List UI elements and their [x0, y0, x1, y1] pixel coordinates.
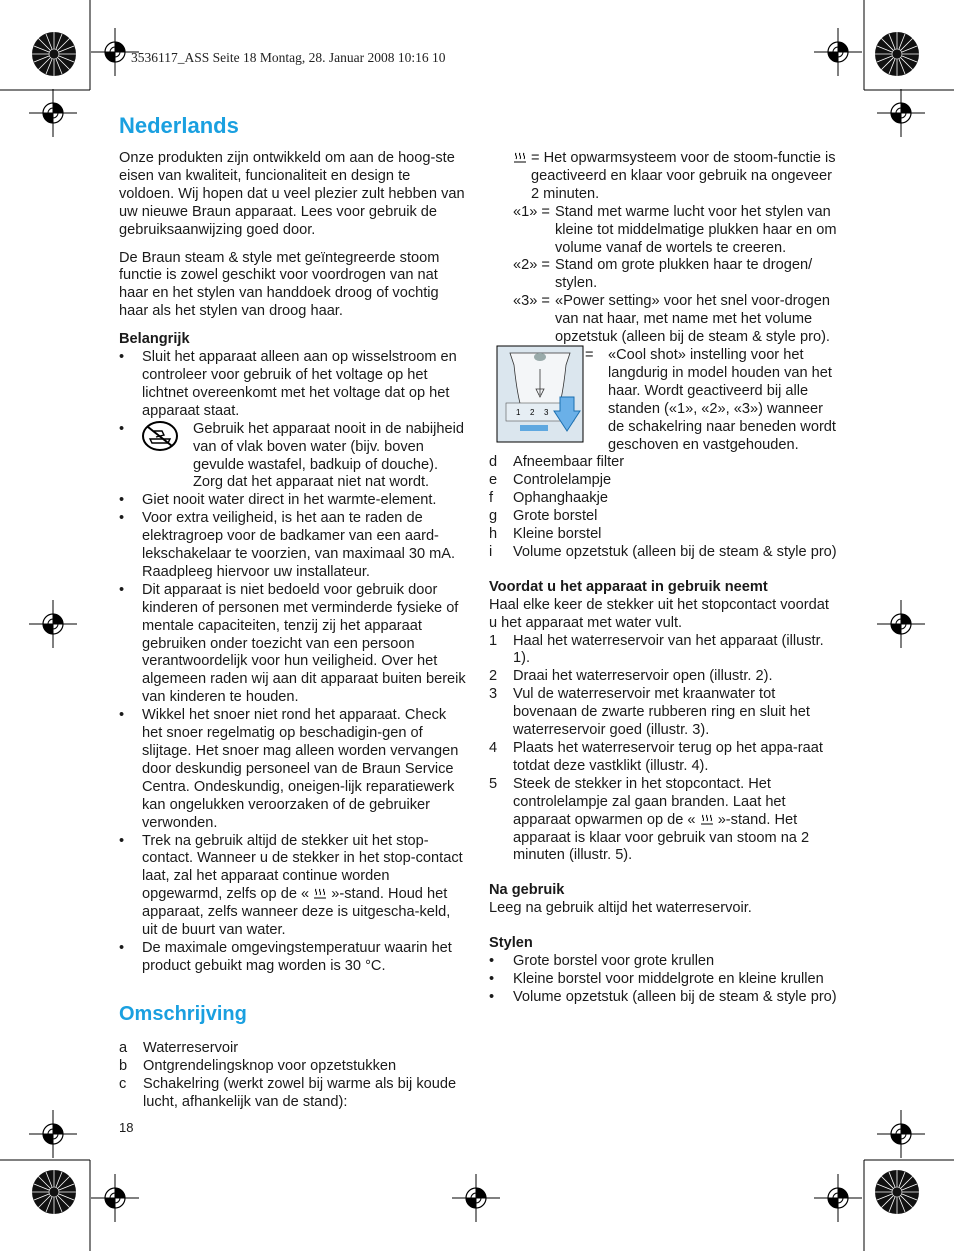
dial-number: 2 [530, 407, 535, 417]
step-item: 2 Draai het waterreservoir open (illustr. 2). [489, 668, 773, 685]
list-item: i Volume opzetstuk (alleen bij de steam & style pro) [489, 543, 837, 560]
list-item: • Gebruik het apparaat nooit in de nabijheid van of vlak boven water (bijv. boven gevulde wastafel, badkuip of douche). Zorg dat het apparaat niet nat wordt. [119, 420, 464, 491]
list-item: • Volume opzetstuk (alleen bij de steam & style pro) [489, 988, 837, 1005]
section-heading: Stylen [489, 935, 533, 952]
setting-item: «1» = Stand met warme lucht voor het stylen van kleine tot middelmatige plukken haar en om volume vanaf de wortels te creeren. [513, 203, 837, 256]
registration-mark-icon [877, 600, 925, 648]
list-item: d Afneembaar filter [489, 454, 625, 471]
no-water-icon [142, 421, 193, 493]
step-item: 3 Vul de waterreservoir met kraanwater tot bovenaan de zwarte rubberen ring en sluit het waterreservoir goed (illustr. 3). [489, 686, 810, 739]
registration-mark-icon [814, 1174, 862, 1222]
list-item: • Kleine borstel voor middelgrote en kleine krullen [489, 970, 824, 987]
list-item: • Sluit het apparaat alleen aan op wisselstroom en controleer voor gebruik of het voltage op het lichtnet overeenkomt met het voltage dat op het apparaat staat. [119, 349, 457, 419]
paragraph: Haal elke keer de stekker uit het stopcontact voordat u het apparaat met water vult. [489, 596, 829, 631]
description-list [119, 1040, 469, 1112]
step-item: 4 Plaats het waterreservoir terug op het appa-raat totdat deze vastklikt (illustr. 4). [489, 740, 823, 774]
registration-mark-icon [877, 1110, 925, 1158]
registration-mark-icon [452, 1174, 500, 1222]
list-item: • Wikkel het snoer niet rond het apparaat. Check het snoer regelmatig op beschadigin-gen of slijtage. Het snoer mag alleen worden vervangen door deskundig personeel van de Braun Service Centra. Ondeskundig, oneigen-lijk reparatiewerk kan ongelukken veroorzaken of de gebruiker verwonden. [119, 707, 459, 831]
section-heading: Voordat u het apparaat in gebruik neemt [489, 578, 768, 595]
setting-item: «2» = Stand om grote plukken haar te drogen/ stylen. [513, 257, 813, 292]
list-item: • Giet nooit water direct in het warmte-element. [119, 492, 437, 509]
registration-mark-icon [877, 89, 925, 137]
steam-icon [313, 888, 327, 900]
dial-illustration [489, 347, 585, 454]
registration-mark-icon [29, 600, 77, 648]
list-item: • Voor extra veiligheid, is het aan te raden de elektragroep voor de badkamer van een aard-lekschakelaar te voorzien, van maximaal 30 mA. Raadpleeg hiervoor uw installateur. [119, 510, 456, 580]
step-item: 5 Steek de stekker in het stopcontact. Het controlelampje zal gaan branden. Laat het apparaat opwarmen op de « »-stand. Het apparaat is klaar voor gebruik van stoom na 2 minuten (illustr. 5). [489, 775, 810, 864]
color-wheel-icon [32, 1170, 76, 1214]
steam-icon [513, 150, 531, 204]
right-column [489, 150, 839, 1007]
intro-paragraph: De Braun steam & style met geïntegreerde stoom functie is zowel geschikt voor voordrogen van nat haar en het stylen van handdoek droog of vochtig haar als het stylen van droog haar. [119, 249, 440, 320]
section-heading: Na gebruik [489, 882, 565, 899]
list-item: • Grote borstel voor grote krullen [489, 953, 715, 970]
list-item: g Grote borstel [489, 508, 598, 525]
list-item: • Dit apparaat is niet bedoeld voor gebruik door kinderen of personen met verminderde fysieke of mentale capaciteiten, tenzij zij het apparaat gebruiken onder toezicht van een persoon verantwoordelijk voor hun veiligheid. Over het algemeen raden wij aan dit apparaat buiten bereik van kinderen te houden. [119, 581, 466, 706]
registration-mark-icon [29, 89, 77, 137]
list-item: • De maximale omgevingstemperatuur waarin het product gebuikt mag worden is 30 °C. [119, 939, 452, 974]
list-item: f Ophanghaakje [489, 490, 608, 507]
list-item: c Schakelring (werkt zowel bij warme als bij koude lucht, afhankelijk van de stand): [119, 1075, 457, 1110]
cool-shot-item: 1 2 3 = «Cool shot» instelling voor het langdurig in model houden van het haar. Wordt geactiveerd bij alle standen («1», «2», «3») wanneer de schakelring naar beneden wordt geschoven en vastgehouden. [489, 347, 839, 454]
print-slug: 3536117_ASS Seite 18 Montag, 28. Januar 2008 10:16 10 [131, 50, 446, 65]
list-item: b Ontgrendelingsknop voor opzetstukken [119, 1057, 397, 1074]
color-wheel-icon [32, 32, 76, 76]
dial-number: 1 [516, 407, 521, 417]
registration-mark-icon [29, 1110, 77, 1158]
list-item: e Controlelampje [489, 472, 612, 489]
paragraph: Leeg na gebruik altijd het waterreservoir. [489, 900, 752, 917]
important-heading: Belangrijk [119, 331, 190, 348]
registration-mark-icon [814, 28, 862, 76]
step-item: 1 Haal het waterreservoir van het apparaat (illustr. 1). [489, 632, 824, 667]
left-column [119, 150, 469, 976]
list-item: a Waterreservoir [119, 1040, 239, 1056]
dial-number: 3 [544, 407, 549, 417]
steam-icon [700, 814, 714, 826]
registration-mark-icon [91, 1174, 139, 1222]
color-wheel-icon [875, 1170, 919, 1214]
section-title: Omschrijving [119, 1003, 247, 1025]
setting-item: = Het opwarmsysteem voor de stoom-functie is geactiveerd en klaar voor gebruik na ongeveer 2 minuten. [489, 150, 839, 204]
intro-paragraph: Onze produkten zijn ontwikkeld om aan de hoog-ste eisen van kwaliteit, funcionaliteit en design te voldoen. Wij hopen dat u veel plezier zult hebben van uw nieuwe Braun apparaat. Lees voor gebruik de gebruiksaanwijzing goed door. [119, 150, 465, 238]
page-number: 18 [119, 1120, 134, 1135]
setting-item: «3» = «Power setting» voor het snel voor-drogen van nat haar, met name met het volume opzetstuk (alleen bij de steam & style pro). [513, 293, 831, 346]
list-item: • Trek na gebruik altijd de stekker uit het stop-contact. Wanneer u de stekker in het stop-contact laat, zal het apparaat continue worden opgewarmd, zelfs op de « »-stand. Houd het apparaat, zelfs wanneer deze is uitgescha-keld, uit de buurt van water. [119, 832, 463, 939]
page-title: Nederlands [119, 113, 239, 138]
list-item: h Kleine borstel [489, 526, 602, 543]
color-wheel-icon [875, 32, 919, 76]
